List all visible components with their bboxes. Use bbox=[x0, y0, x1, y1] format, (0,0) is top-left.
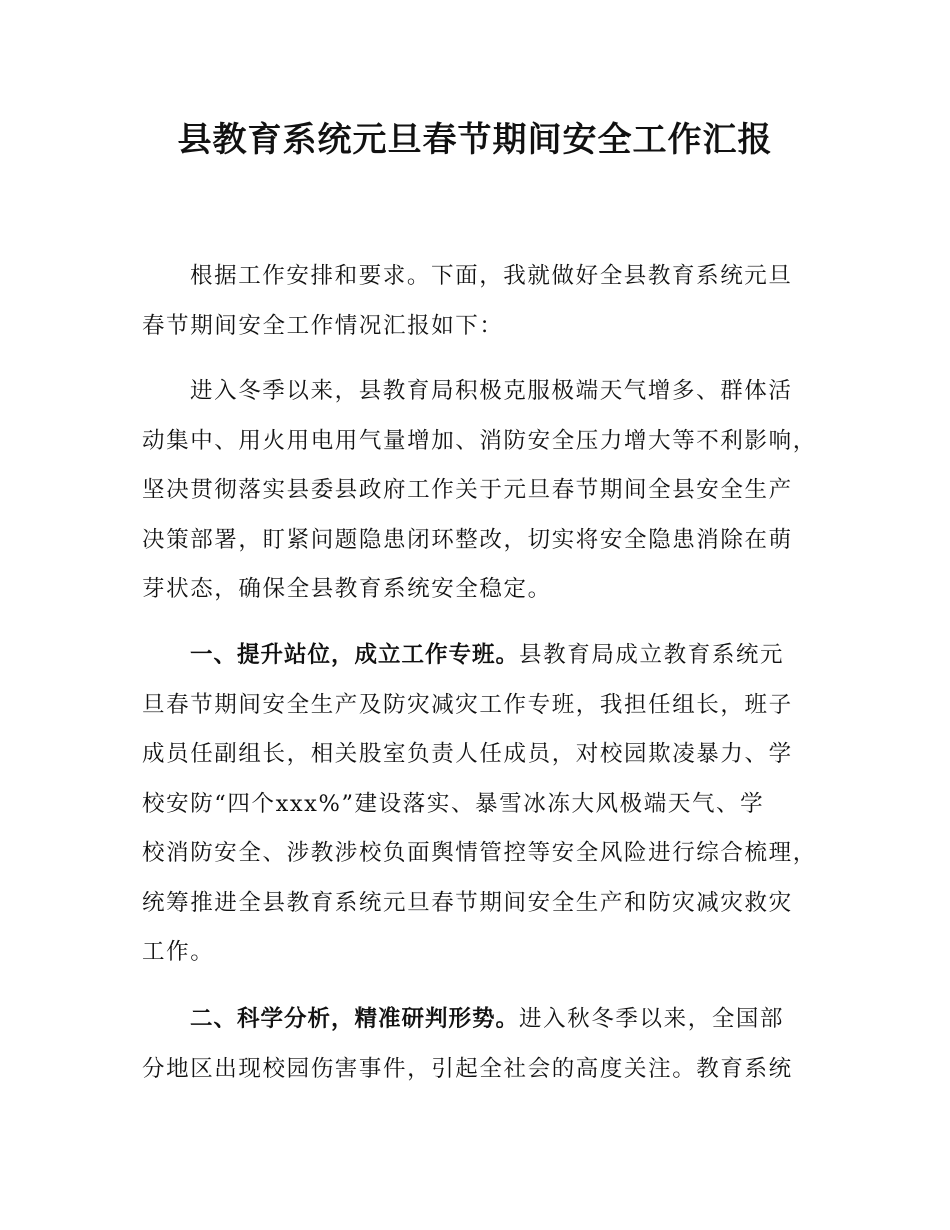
text-line: 春节期间安全工作情况汇报如下： bbox=[142, 312, 504, 339]
text-line: 旦春节期间安全生产及防灾减灾工作专班，我担任组长，班子 bbox=[142, 691, 793, 718]
text-line: 决策部署，盯紧问题隐患闭环整改，切实将安全隐患消除在萌 bbox=[142, 526, 793, 553]
text-line: 坚决贯彻落实县委县政府工作关于元旦春节期间全县安全生产 bbox=[142, 477, 793, 503]
paragraph-background bbox=[142, 367, 832, 615]
text-line: 工作。 bbox=[142, 939, 215, 965]
section-heading: 二、科学分析，精准研判形势。 bbox=[190, 1006, 520, 1032]
paragraph-section-2 bbox=[142, 995, 832, 1094]
section-heading: 一、提升站位，成立工作专班。 bbox=[190, 642, 520, 668]
text-line: 分地区出现校园伤害事件，引起全社会的高度关注。教育系统 bbox=[142, 1055, 793, 1082]
text-line: 进入冬季以来，县教育局积极克服极端天气增多、群体活 bbox=[190, 378, 793, 404]
text-line: 根据工作安排和要求。下面，我就做好全县教育系统元旦 bbox=[190, 263, 793, 289]
text-line: 成员任副组长，相关股室负责人任成员，对校园欺凌暴力、学 bbox=[142, 741, 793, 767]
document-title: 县教育系统元旦春节期间安全工作汇报 bbox=[177, 120, 773, 160]
text-run: 进入秋冬季以来，全国部 bbox=[519, 1006, 785, 1032]
text-line: 校消防安全、涉教涉校负面舆情管控等安全风险进行综合梳理， bbox=[142, 840, 817, 866]
text-line bbox=[142, 995, 832, 1045]
text-line: 统筹推进全县教育系统元旦春节期间安全生产和防灾减灾救灾 bbox=[142, 889, 793, 916]
paragraph-section-1 bbox=[142, 631, 832, 978]
text-line: 芽状态，确保全县教育系统安全稳定。 bbox=[142, 576, 552, 602]
text-run: 县教育局成立教育系统元 bbox=[519, 642, 785, 668]
text-line: 校安防“四个xxx%”建设落实、暴雪冰冻大风极端天气、学 bbox=[142, 790, 765, 817]
paragraph-intro bbox=[142, 252, 832, 351]
text-line bbox=[142, 631, 832, 681]
text-line: 动集中、用火用电用气量增加、消防安全压力增大等不利影响， bbox=[142, 427, 817, 454]
